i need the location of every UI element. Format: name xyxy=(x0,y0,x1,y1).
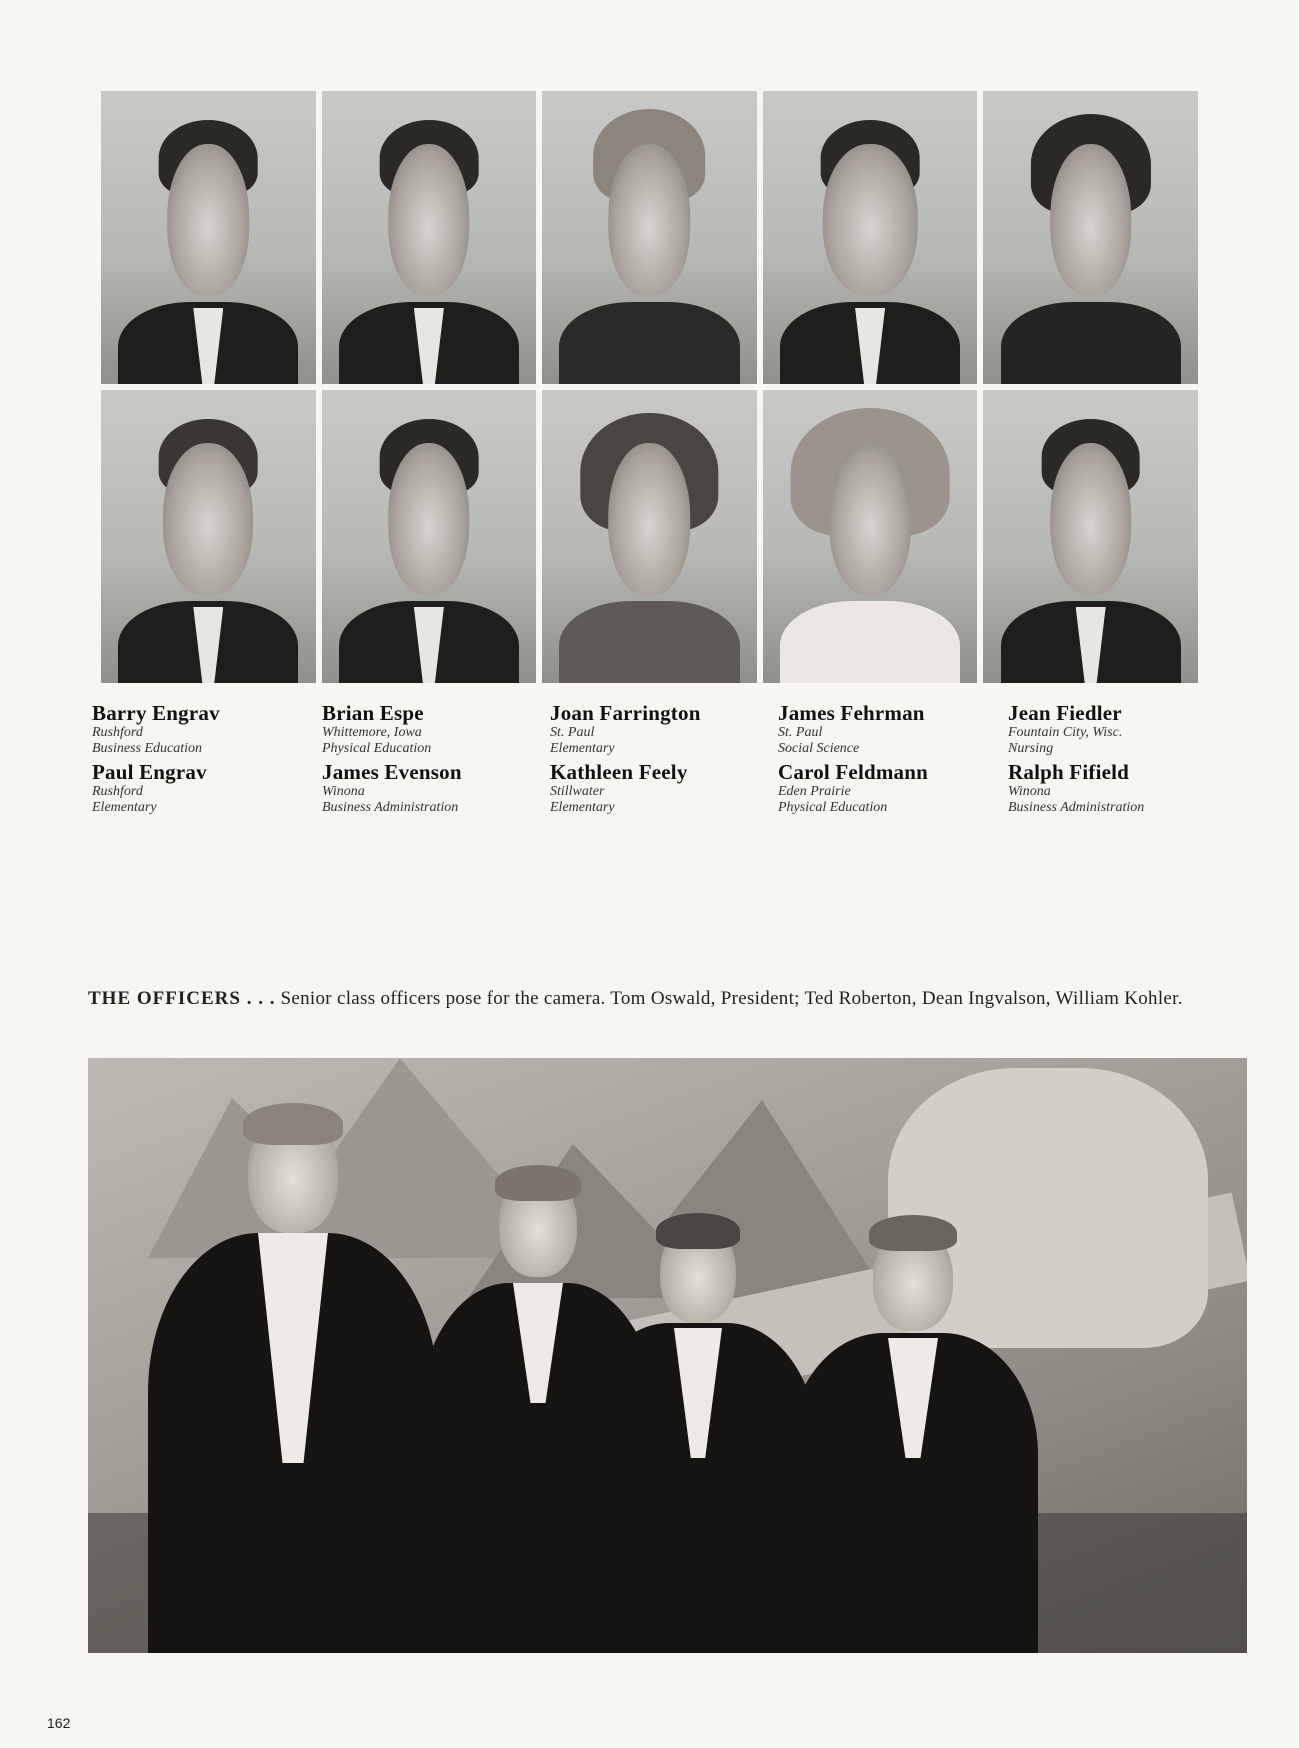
portrait-joan-farrington xyxy=(542,91,757,384)
portrait-james-fehrman xyxy=(763,91,978,384)
senior-hometown: Rushford xyxy=(92,784,143,799)
senior-name: Joan Farrington xyxy=(550,701,701,725)
officers-caption-text: Senior class officers pose for the camera. Tom Oswald, President; Ted Roberton, Dean Ingvalson, William Kohler. xyxy=(275,988,1183,1009)
portrait-james-evenson xyxy=(322,390,537,683)
senior-major: Elementary xyxy=(550,741,615,756)
portrait-ralph-fifield xyxy=(983,390,1198,683)
name-column xyxy=(90,702,314,822)
senior-major: Physical Education xyxy=(322,741,432,756)
senior-hometown: Rushford xyxy=(92,725,143,740)
portrait-paul-engrav xyxy=(101,390,316,683)
officer-1 xyxy=(148,1093,438,1653)
senior-name: James Evenson xyxy=(322,760,462,784)
officers-group-photo xyxy=(88,1058,1247,1653)
portrait-kathleen-feely xyxy=(542,390,757,683)
senior-entry xyxy=(322,702,538,757)
senior-hometown: Winona xyxy=(322,784,365,799)
senior-major: Social Science xyxy=(778,741,860,756)
senior-entry xyxy=(322,761,538,816)
senior-name: Carol Feldmann xyxy=(778,760,929,784)
portrait-jean-fiedler xyxy=(983,91,1198,384)
senior-name: Jean Fiedler xyxy=(1008,701,1122,725)
senior-hometown: Winona xyxy=(1008,784,1051,799)
senior-major: Business Administration xyxy=(1008,800,1145,815)
senior-entry xyxy=(1008,761,1210,816)
senior-hometown: St. Paul xyxy=(550,725,595,740)
senior-hometown: Eden Prairie xyxy=(778,784,851,799)
senior-portrait-grid xyxy=(101,91,1198,683)
portrait-brian-espe xyxy=(322,91,537,384)
senior-hometown: Stillwater xyxy=(550,784,605,799)
senior-entry xyxy=(92,702,314,757)
senior-name: Paul Engrav xyxy=(92,760,207,784)
officers-caption xyxy=(88,987,1238,1011)
portrait-barry-engrav xyxy=(101,91,316,384)
senior-major: Nursing xyxy=(1008,741,1054,756)
senior-major: Business Education xyxy=(92,741,203,756)
officer-3 xyxy=(578,1213,818,1653)
senior-entry xyxy=(1008,702,1210,757)
senior-entry xyxy=(92,761,314,816)
senior-name-captions xyxy=(90,702,1210,822)
portrait-carol-feldmann xyxy=(763,390,978,683)
officer-4 xyxy=(788,1213,1038,1653)
name-column xyxy=(762,702,986,822)
senior-name: James Fehrman xyxy=(778,701,925,725)
senior-hometown: St. Paul xyxy=(778,725,823,740)
senior-hometown: Whittemore, Iowa xyxy=(322,725,422,740)
senior-name: Barry Engrav xyxy=(92,701,220,725)
senior-major: Business Administration xyxy=(322,800,459,815)
senior-name: Kathleen Feely xyxy=(550,760,688,784)
senior-major: Elementary xyxy=(550,800,615,815)
senior-entry xyxy=(550,702,762,757)
page-number: 162 xyxy=(47,1715,71,1731)
name-column xyxy=(314,702,538,822)
senior-hometown: Fountain City, Wisc. xyxy=(1008,725,1123,740)
name-column xyxy=(538,702,762,822)
senior-entry xyxy=(550,761,762,816)
senior-entry xyxy=(778,761,986,816)
senior-major: Physical Education xyxy=(778,800,888,815)
senior-name: Ralph Fifield xyxy=(1008,760,1130,784)
senior-entry xyxy=(778,702,986,757)
officers-caption-lead: THE OFFICERS . . . xyxy=(88,988,276,1009)
name-column xyxy=(986,702,1210,822)
senior-name: Brian Espe xyxy=(322,701,424,725)
senior-major: Elementary xyxy=(92,800,157,815)
